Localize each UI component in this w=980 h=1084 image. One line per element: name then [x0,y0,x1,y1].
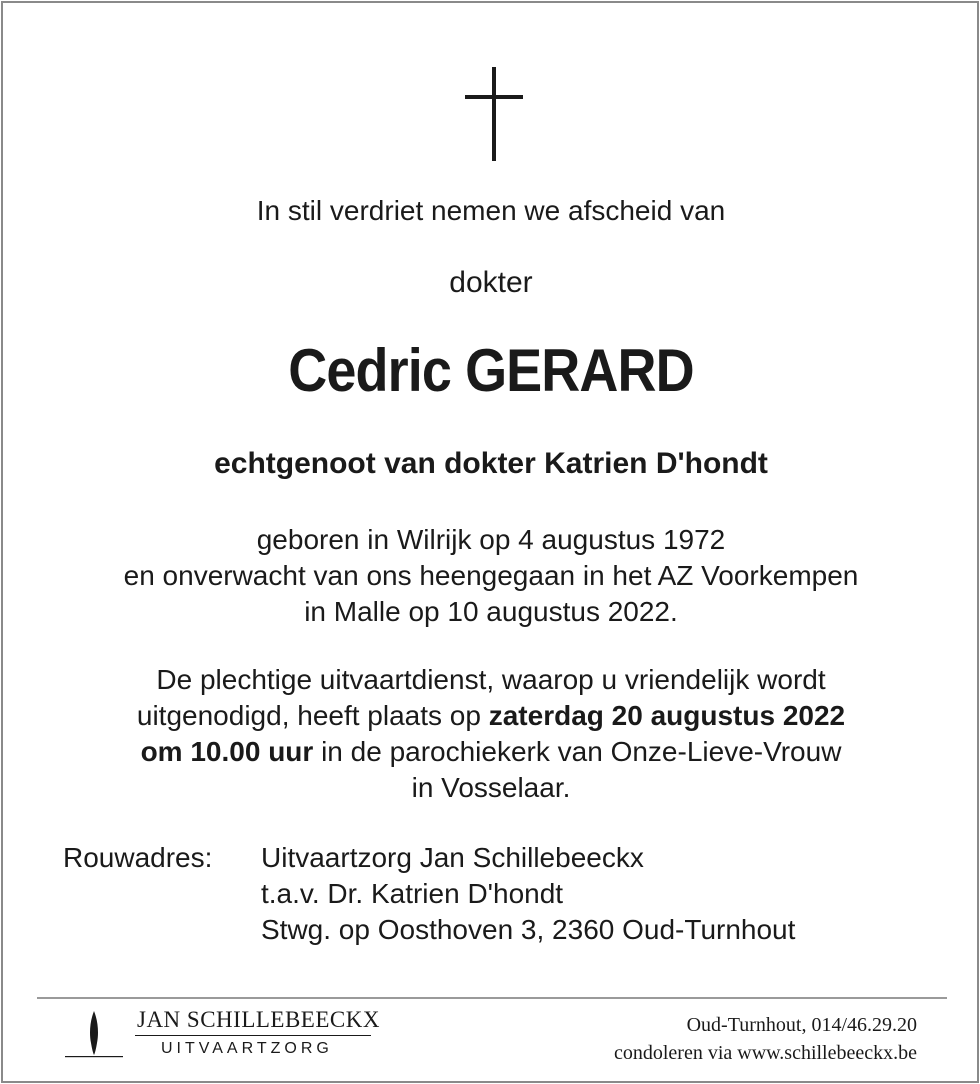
address-line-2: t.a.v. Dr. Katrien D'hondt [261,878,564,909]
funeral-home-name: JAN SCHILLEBEECKX [137,1007,380,1032]
birth-line-2: en onverwacht van ons heengegaan in het AZ Voorkempen [123,560,859,591]
contact-phone: Oud-Turnhout, 014/46.29.20 [686,1014,917,1036]
funeral-home-subtitle: UITVAARTZORG [161,1040,333,1057]
funeral-service-details [3,662,979,806]
footer-contact [614,1011,917,1067]
address-line-3: Stwg. op Oosthoven 3, 2360 Oud-Turnhout [261,914,796,945]
spouse-line: echtgenoot van dokter Katrien D'hondt [214,447,768,480]
address-line-1: Uitvaartzorg Jan Schillebeeckx [261,842,644,873]
contact-website[interactable]: condoleren via www.schillebeeckx.be [613,1042,917,1064]
cypress-tree-icon [65,1009,123,1059]
cross-icon [465,67,523,161]
footer-divider [37,997,947,999]
obituary-card [1,1,979,1083]
birth-line-3: in Malle op 10 augustus 2022. [304,596,678,627]
service-line-3 [3,734,979,770]
birth-death-details [3,522,979,630]
service-line-2 [3,698,979,734]
service-line-4: in Vosselaar. [411,772,571,803]
address-label: Rouwadres: [63,842,213,873]
service-time: om 10.00 uur [140,736,314,767]
brand-rule [135,1035,371,1036]
address-lines [261,840,795,948]
deceased-name: Cedric GERARD [288,337,694,404]
birth-line-1: geboren in Wilrijk op 4 augustus 1972 [256,524,726,555]
service-line-3-text: in de parochiekerk van Onze-Lieve-Vrouw [313,736,842,767]
service-line-1: De plechtige uitvaartdienst, waarop u vriendelijk wordt [156,664,826,695]
service-line-2-text: uitgenodigd, heeft plaats op [136,700,489,731]
service-date: zaterdag 20 augustus 2022 [488,700,846,731]
deceased-title: dokter [449,266,533,299]
intro-text: In stil verdriet nemen we afscheid van [256,195,726,226]
